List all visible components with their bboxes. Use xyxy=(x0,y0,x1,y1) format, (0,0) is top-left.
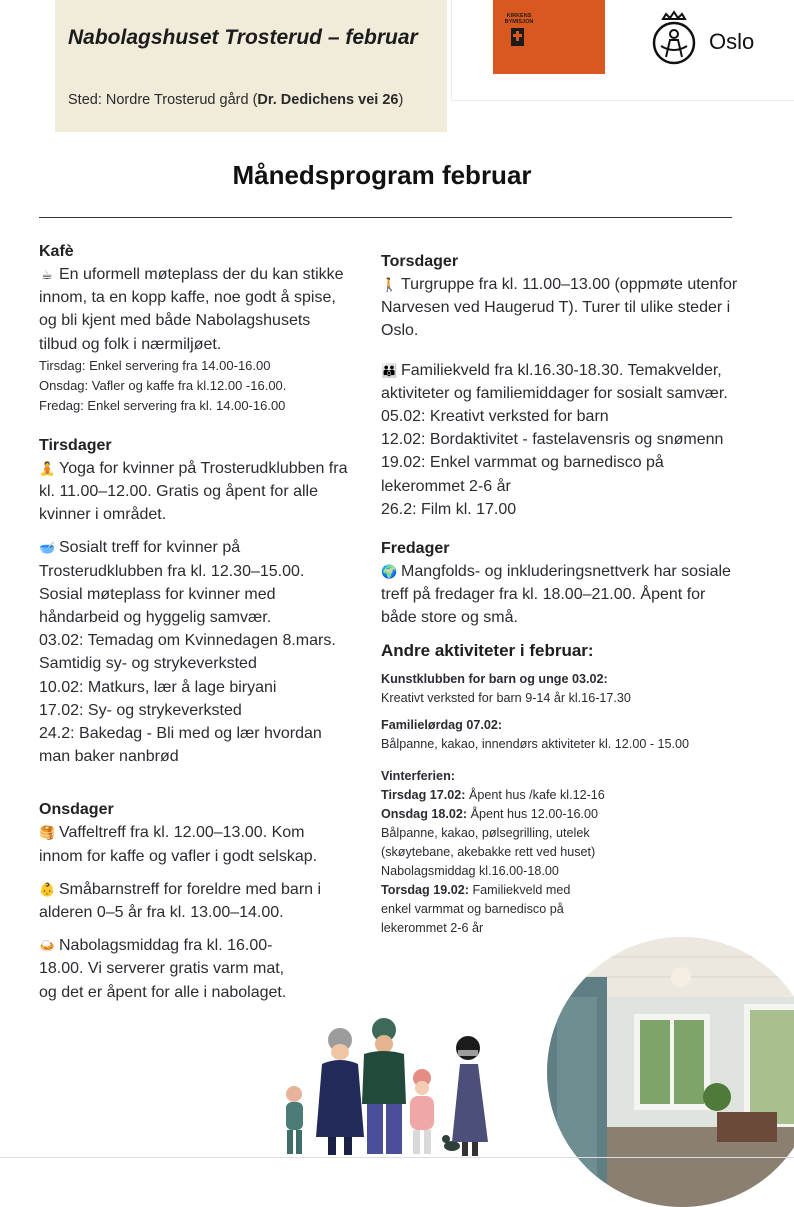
meditation-icon: 🧘 xyxy=(39,460,56,476)
tur-text: Turgruppe fra kl. 11.00–13.00 (oppmøte utenfor Narvesen ved Haugerud T). Turer til ulike steder i Oslo. xyxy=(381,276,738,340)
title-divider xyxy=(39,217,732,218)
andre-heading: Andre aktiviteter i februar: xyxy=(381,640,594,660)
vaffel-text: Vaffeltreff fra kl. 12.00–13.00. Kom innom for kaffe og vafler i godt selskap. xyxy=(39,824,318,865)
interior-photo xyxy=(547,937,794,1207)
oslo-seal-icon xyxy=(651,10,701,68)
vinterferien-title: Vinterferien: xyxy=(381,768,455,783)
kirkens-bymisjon-logo xyxy=(493,0,605,74)
tirsdag-date-1: 03.02: Temadag om Kvinnedagen 8.mars. Samtidig sy- og strykeverksted xyxy=(39,632,336,673)
vinter-tirsdag-text: Åpent hus /kafe kl.12-16 xyxy=(465,787,605,802)
kafe-time-3: Fredag: Enkel servering fra kl. 14.00-16.00 xyxy=(39,397,286,413)
tirsdag-date-4: 24.2: Bakedag - Bli med og lær hvordan man baker nanbrød xyxy=(39,725,322,766)
yoga-item xyxy=(39,457,349,527)
page-title: Månedsprogram februar xyxy=(232,160,532,190)
familie-item xyxy=(381,359,741,405)
torsdag-date-4: 26.2: Film kl. 17.00 xyxy=(381,500,517,518)
onsdager-heading: Onsdager xyxy=(39,801,114,819)
header-location xyxy=(68,92,403,108)
kafe-time-2: Onsdag: Vafler og kaffe fra kl.12.00 -16.00. xyxy=(39,377,287,393)
family-icon: 👪 xyxy=(381,362,398,378)
torsdag-date-2: 12.02: Bordaktivitet - fastelavensris og snømenn xyxy=(381,431,724,449)
yoga-text: Yoga for kvinner på Trosterudklubben fra kl. 11.00–12.00. Gratis og åpent for alle kvinner i området. xyxy=(39,459,348,524)
tirsdager-heading: Tirsdager xyxy=(39,436,112,454)
tirsdag-date-2: 10.02: Matkurs, lær å lage biryani xyxy=(39,678,277,696)
location-suffix: ) xyxy=(398,92,404,108)
vaffel-item xyxy=(39,821,349,867)
kirkens-logo-text: KIRKENS BYMISJON xyxy=(504,13,534,25)
kafe-time-1: Tirsdag: Enkel servering fra 14.00-16.00 xyxy=(39,357,271,373)
familie-text: Familiekveld fra kl.16.30-18.30. Temakvelder, aktiviteter og familiemiddager for sosialt samvær. xyxy=(381,361,728,402)
torsdag-date-1: 05.02: Kreativt verksted for barn xyxy=(381,408,609,426)
sosialt-item xyxy=(39,536,349,629)
fredager-heading: Fredager xyxy=(381,540,450,558)
globe-icon: 🌍 xyxy=(381,564,398,580)
vinter-onsdag-label: Onsdag 18.02: xyxy=(381,806,468,821)
torsdag-date-3: 19.02: Enkel varmmat og barnedisco på lekerommet 2-6 år xyxy=(381,454,664,495)
baby-icon: 👶 xyxy=(39,881,56,897)
header-title: Nabolagshuset Trosterud – februar xyxy=(68,26,418,49)
sosialt-text: Sosialt treff for kvinner på Trosterudklubben fra kl. 12.30–15.00. Sosial møteplass for kvinner med håndarbeid og hyggelig samvær. xyxy=(39,539,305,627)
familielordag-title: Familielørdag 07.02: xyxy=(381,717,503,732)
kunst-text: Kreativt verksted for barn 9-14 år kl.16-17.30 xyxy=(381,690,631,705)
location-address: Dr. Dedichens vei 26 xyxy=(257,92,399,108)
vinter-torsdag-text: Familiekveld med enkel varmmat og barnedisco på lekerommet 2-6 år xyxy=(381,882,571,935)
right-column xyxy=(381,250,741,938)
curry-icon: 🍛 xyxy=(39,938,56,954)
bowl-icon: 🥣 xyxy=(39,540,56,556)
kafe-heading: Kafè xyxy=(39,243,74,260)
bottom-divider xyxy=(0,1157,794,1158)
left-column xyxy=(39,240,349,1004)
kafe-description: En uformell møteplass der du kan stikke innom, ta en kopp kaffe, noe godt å spise, og bli kjent med både Nabolagshusets tilbud og folk i nærmiljøet. xyxy=(39,266,344,353)
smabarn-item xyxy=(39,878,349,924)
walking-icon: 🚶 xyxy=(381,277,398,292)
smabarn-text: Småbarnstreff for foreldre med barn i alderen 0–5 år fra kl. 13.00–14.00. xyxy=(39,880,322,922)
vinter-torsdag xyxy=(381,881,596,938)
vinter-tirsdag xyxy=(381,786,741,805)
fredag-text: Mangfolds- og inkluderingsnettverk har sosiale treff på fredager fra kl. 18.00–21.00. Åpent for både store og små. xyxy=(381,563,731,627)
middag-item xyxy=(39,934,301,1004)
vinter-tirsdag-label: Tirsdag 17.02: xyxy=(381,787,466,802)
vinter-onsdag-details: Bålpanne, kakao, pølsegrilling, utelek (skøytebane, akebakke rett ved huset) Nabolagsmiddag kl.16.00-18.00 xyxy=(381,825,596,878)
familielordag-text: Bålpanne, kakao, innendørs aktiviteter kl. 12.00 - 15.00 xyxy=(381,736,690,751)
family-illustration xyxy=(270,1012,510,1160)
vinter-torsdag-label: Torsdag 19.02: xyxy=(381,882,469,897)
vinter-onsdag-text: Åpent hus 12.00-16.00 xyxy=(467,806,599,821)
interior-photo-image xyxy=(547,937,794,1207)
torsdager-heading: Torsdager xyxy=(381,253,459,270)
vinter-onsdag xyxy=(381,805,741,824)
kirkens-logo-icon xyxy=(493,0,605,74)
kunst-title: Kunstklubben for barn og unge 03.02: xyxy=(381,671,608,686)
location-prefix: Sted: Nordre Trosterud gård ( xyxy=(68,92,258,108)
oslo-logo-text: Oslo xyxy=(709,29,755,54)
coffee-icon: ☕ xyxy=(41,267,53,282)
tur-item xyxy=(381,273,741,343)
fredag-item xyxy=(381,560,741,630)
kafe-text xyxy=(39,263,349,356)
middag-text: Nabolagsmiddag fra kl. 16.00-18.00. Vi serverer gratis varm mat, og det er åpent for alle i nabolaget. xyxy=(39,937,287,1001)
waffle-icon: 🥞 xyxy=(39,825,56,841)
header-box xyxy=(55,0,447,132)
tirsdag-date-3: 17.02: Sy- og strykeverksted xyxy=(39,701,242,719)
